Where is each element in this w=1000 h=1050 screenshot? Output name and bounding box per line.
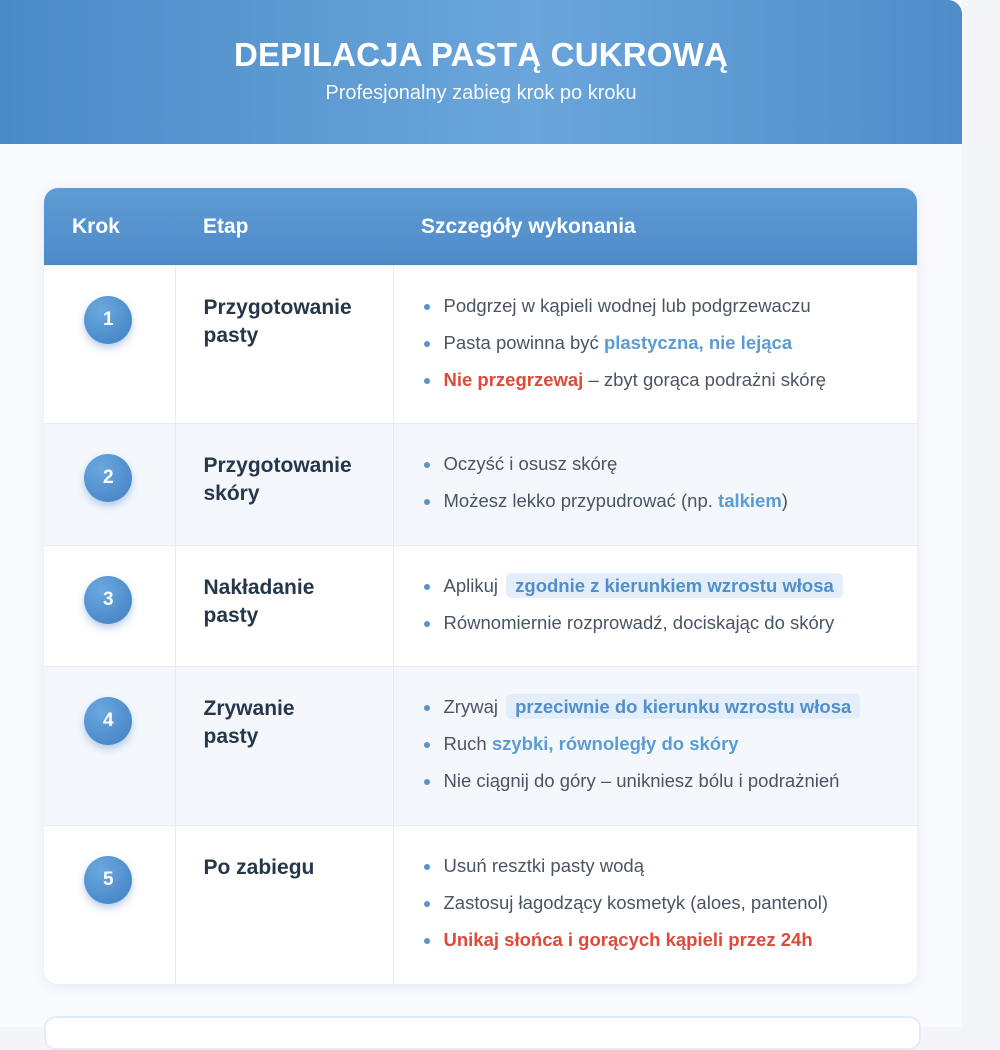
details-list: [394, 266, 918, 417]
details-cell: [393, 424, 917, 546]
detail-text: Ruch: [443, 733, 492, 754]
details-list-item: [422, 768, 918, 794]
details-list-item: [422, 731, 918, 757]
details-list: [394, 667, 918, 818]
step-cell: [44, 667, 175, 826]
detail-text: Aplikuj: [443, 575, 504, 596]
detail-text: Zastosuj łagodzący kosmetyk (aloes, pantenol): [443, 892, 829, 913]
details-list: [394, 546, 918, 660]
stage-cell: [175, 546, 393, 667]
table-row: [44, 667, 917, 826]
details-cell: [393, 266, 917, 424]
stage-cell: [175, 826, 393, 984]
stage-label: Przygotowanie skóry: [203, 454, 352, 505]
detail-text: ): [781, 490, 788, 511]
column-header-step: Krok: [44, 188, 175, 266]
details-list: [394, 826, 918, 977]
details-list-item: [422, 927, 918, 953]
detail-text: – zbyt gorąca podrażni skórę: [583, 369, 827, 390]
table-row: [44, 546, 917, 667]
detail-text: Zrywaj: [443, 696, 504, 717]
table-row: [44, 826, 917, 984]
detail-text: Podgrzej w kąpieli wodnej lub podgrzewaczu: [443, 295, 811, 316]
highlight-text: plastyczna, nie lejąca: [603, 332, 793, 353]
page-header: [0, 0, 962, 144]
details-list-item: [422, 573, 918, 599]
detail-text: Pasta powinna być: [443, 332, 604, 353]
step-cell: [44, 266, 175, 424]
highlight-pill: zgodnie z kierunkiem wzrostu włosa: [506, 573, 843, 598]
details-list-item: [422, 694, 918, 720]
highlight-pill: przeciwnie do kierunku wzrostu włosa: [506, 694, 860, 719]
table-row: [44, 266, 917, 424]
column-header-details: Szczegóły wykonania: [393, 188, 917, 266]
details-list-item: [422, 451, 918, 477]
details-list-item: [422, 610, 918, 636]
step-number-badge: 2: [84, 454, 132, 502]
steps-table-card: [44, 188, 917, 984]
stage-label: Nakładanie pasty: [203, 576, 315, 627]
stage-label: Zrywanie pasty: [203, 697, 295, 748]
step-number-badge: 1: [84, 296, 132, 344]
detail-text: Usuń resztki pasty wodą: [443, 855, 645, 876]
detail-text: Równomiernie rozprowadź, dociskając do skóry: [443, 612, 835, 633]
stage-cell: [175, 424, 393, 546]
highlight-text: szybki, równoległy do skóry: [491, 733, 739, 754]
detail-text: Nie ciągnij do góry – unikniesz bólu i podrażnień: [443, 770, 840, 791]
steps-table: [44, 188, 917, 984]
details-list-item: [422, 488, 918, 514]
details-list-item: [422, 330, 918, 356]
next-section-box: [44, 1016, 921, 1050]
detail-text: Oczyść i osusz skórę: [443, 453, 618, 474]
stage-label: Po zabiegu: [203, 856, 315, 879]
details-list-item: [422, 890, 918, 916]
page-title: DEPILACJA PASTĄ CUKROWĄ: [233, 36, 729, 73]
details-list: [394, 424, 918, 538]
step-cell: [44, 424, 175, 546]
page-subtitle: Profesjonalny zabieg krok po kroku: [325, 82, 637, 104]
step-number-badge: 4: [84, 697, 132, 745]
stage-label: Przygotowanie pasty: [203, 296, 352, 347]
details-cell: [393, 826, 917, 984]
details-list-item: [422, 367, 918, 393]
stage-cell: [175, 667, 393, 826]
table-header-row: [44, 188, 917, 266]
step-number-badge: 5: [84, 856, 132, 904]
step-cell: [44, 546, 175, 667]
warning-text: Nie przegrzewaj: [443, 369, 584, 390]
highlight-text: talkiem: [718, 490, 782, 511]
warning-text: Unikaj słońca i gorących kąpieli przez 24h: [443, 929, 813, 950]
step-cell: [44, 826, 175, 984]
column-header-stage: Etap: [175, 188, 393, 266]
details-cell: [393, 546, 917, 667]
details-cell: [393, 667, 917, 826]
detail-text: Możesz lekko przypudrować (np.: [443, 490, 719, 511]
step-number-badge: 3: [84, 576, 132, 624]
details-list-item: [422, 853, 918, 879]
details-list-item: [422, 293, 918, 319]
stage-cell: [175, 266, 393, 424]
table-row: [44, 424, 917, 546]
